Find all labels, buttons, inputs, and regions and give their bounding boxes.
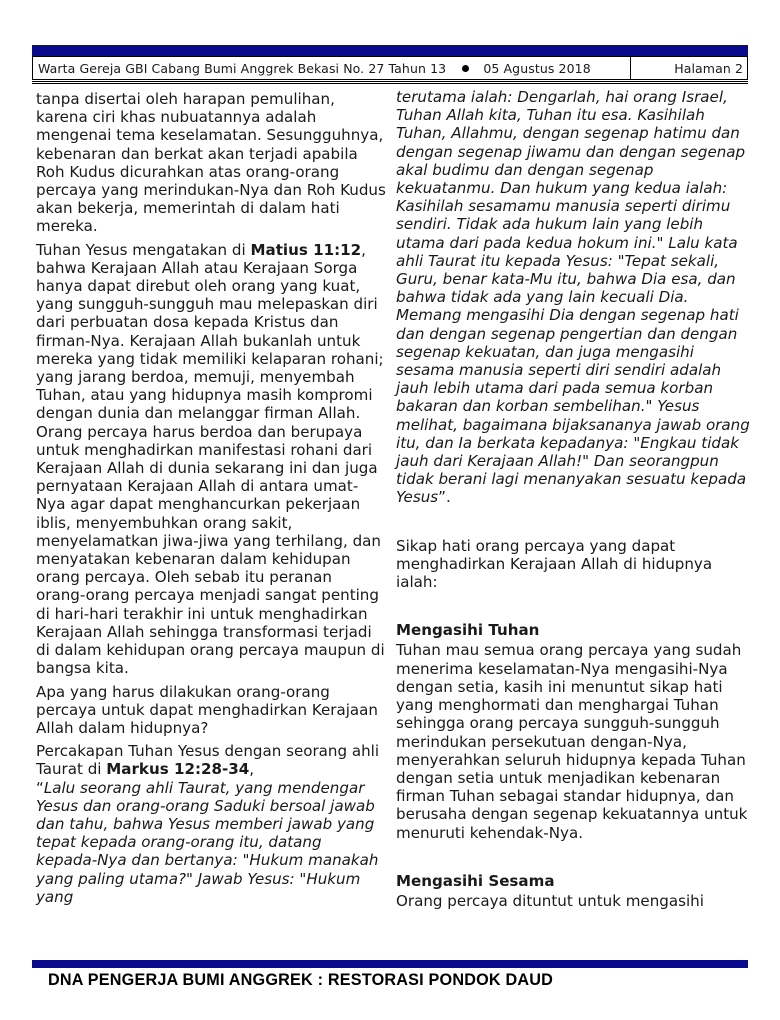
header-left xyxy=(33,61,630,76)
heading-mengasihi-sesama: Mengasihi Sesama xyxy=(396,871,555,890)
quote-text: terutama ialah: Dengarlah, hai orang Israel, Tuhan Allah kita, Tuhan itu esa. Kasihilah Tuhan, Allahmu, dengan segenap hatimu dan dengan segenap jiwamu dan dengan segenap akal budimu dan dengan segenap kekuatanmu. Dan hukum yang kedua ialah: Kasihilah sesamamu manusia seperti dirimu sendiri. Tidak ada hukum lain yang lebih utama dari pada kedua hokum ini." Lalu kata ahli Taurat itu kepada Yesus: "Tepat sekali, Guru, benar kata-Mu itu, bahwa Dia esa, dan bahwa tidak ada yang lain kecuali Dia. Memang mengasihi Dia dengan segenap hati dan dengan segenap pengertian dan dengan segenap kekuatan, dan juga mengasihi sesama manusia seperti diri sendiri adalah jauh lebih utama dari pada semua korban bakaran dan korban sembelihan." Yesus melihat, bagaimana bijaksananya jawab orang itu, dan Ia berkata kepadanya: "Engkau tidak jauh dari Kerajaan Allah!" Dan seorangpun tidak berani lagi menanyakan sesuatu kepada Yesus xyxy=(396,88,750,507)
paragraph-intro: tanpa disertai oleh harapan pemulihan, karena ciri khas nubuatannya adalah mengenai tema keselamatan. Sesungguhnya, kebenaran dan berkat akan terjadi apabila Roh Kudus dicurahkan atas orang-orang percaya yang merindukan-Nya dan Roh Kudus akan bekerja, memerintah di dalam hati mereka. xyxy=(36,90,386,236)
heading-mengasihi-tuhan: Mengasihi Tuhan xyxy=(396,621,540,640)
quote-part-1 xyxy=(36,779,386,906)
text: Percakapan Tuhan Yesus dengan seorang ahli Taurat di xyxy=(36,742,380,779)
quote-part-2 xyxy=(396,88,750,507)
right-column xyxy=(396,88,750,910)
left-column xyxy=(36,90,386,906)
text: , bahwa Kerajaan Allah atau Kerajaan Sorga hanya dapat direbut oleh orang yang kuat, yang sungguh-sungguh mau melepaskan diri dari perbuatan dosa kepada Kristus dan firman-Nya. Kerajaan Allah bukanlah untuk mereka yang tidak memiliki kelaparan rohani; yang jarang berdoa, memuji, menyembah Tuhan, atau yang hidupnya masih kompromi dengan dunia dan melanggar firman Allah. Orang percaya harus berdoa dan berupaya untuk menghadirkan manifestasi rohani dari Kerajaan Allah di dunia sekarang ini dan juga pernyataan Kerajaan Allah di antara umat-Nya agar dapat menghancurkan pekerjaan iblis, menyembuhkan orang sakit, menyelamatkan jiwa-jiwa yang terhilang, dan menyatakan kebenaran dalam kehidupan orang percaya. Oleh sebab itu peranan orang-orang percaya menjadi sangat penting di hari-hari terakhir ini untuk menghadirkan Kerajaan Allah sehingga transformasi terjadi di dalam kehidupan orang percaya maupun di bangsa kita. xyxy=(36,240,385,678)
paragraph-sikap-hati: Sikap hati orang percaya yang dapat menghadirkan Kerajaan Allah di hidupnya ialah: xyxy=(396,536,713,592)
page-number: Halaman 2 xyxy=(630,57,747,79)
header-rule xyxy=(32,81,748,84)
quote-open-mark: “ xyxy=(36,778,44,797)
bulletin-title: Warta Gereja GBI Cabang Bumi Anggrek Bekasi No. 27 Tahun 13 xyxy=(38,60,447,76)
paragraph-markus xyxy=(36,742,386,778)
page-header xyxy=(32,56,748,80)
quote-close-mark: ”. xyxy=(438,488,451,507)
paragraph-question: Apa yang harus dilakukan orang-orang percaya untuk dapat menghadirkan Kerajaan Allah dalam hidupnya? xyxy=(36,682,378,737)
text: , xyxy=(249,760,255,779)
bulletin-date: 05 Agustus 2018 xyxy=(483,60,591,76)
header-top-bar xyxy=(32,45,748,56)
paragraph-mengasihi-tuhan: Tuhan mau semua orang percaya yang sudah menerima keselamatan-Nya mengasihi-Nya dengan setia, kasih ini menuntut sikap hati yang menghormati dan menghargai Tuhan sehingga orang percaya sungguh-sungguh merindukan persekutuan dengan-Nya, menyerahkan seluruh hidupnya kepada Tuhan dengan setia untuk menjadikan kebenaran firman Tuhan sebagai standar hidupnya, dan berusaha dengan segenap kekuatannya untuk menuruti kehendak-Nya. xyxy=(396,641,748,842)
footer-motto: DNA PENGERJA BUMI ANGGREK : RESTORASI PONDOK DAUD xyxy=(48,971,554,989)
scripture-ref-matius: Matius 11:12 xyxy=(250,240,362,259)
bullet-dot-icon xyxy=(462,65,469,72)
scripture-ref-markus: Markus 12:28-34 xyxy=(106,760,250,779)
paragraph-matius xyxy=(36,241,386,678)
quote-text: Lalu seorang ahli Taurat, yang mendengar Yesus dan orang-orang Saduki bersoal jawab dan tahu, bahwa Yesus memberi jawab yang tepat kepada orang-orang itu, datang kepada-Nya dan bertanya: "Hukum manakah yang paling utama?" Jawab Yesus: "Hukum yang xyxy=(36,778,379,906)
footer-bar xyxy=(32,960,748,968)
paragraph-mengasihi-sesama: Orang percaya dituntut untuk mengasihi xyxy=(396,891,704,910)
text: Tuhan Yesus mengatakan di xyxy=(36,240,251,259)
